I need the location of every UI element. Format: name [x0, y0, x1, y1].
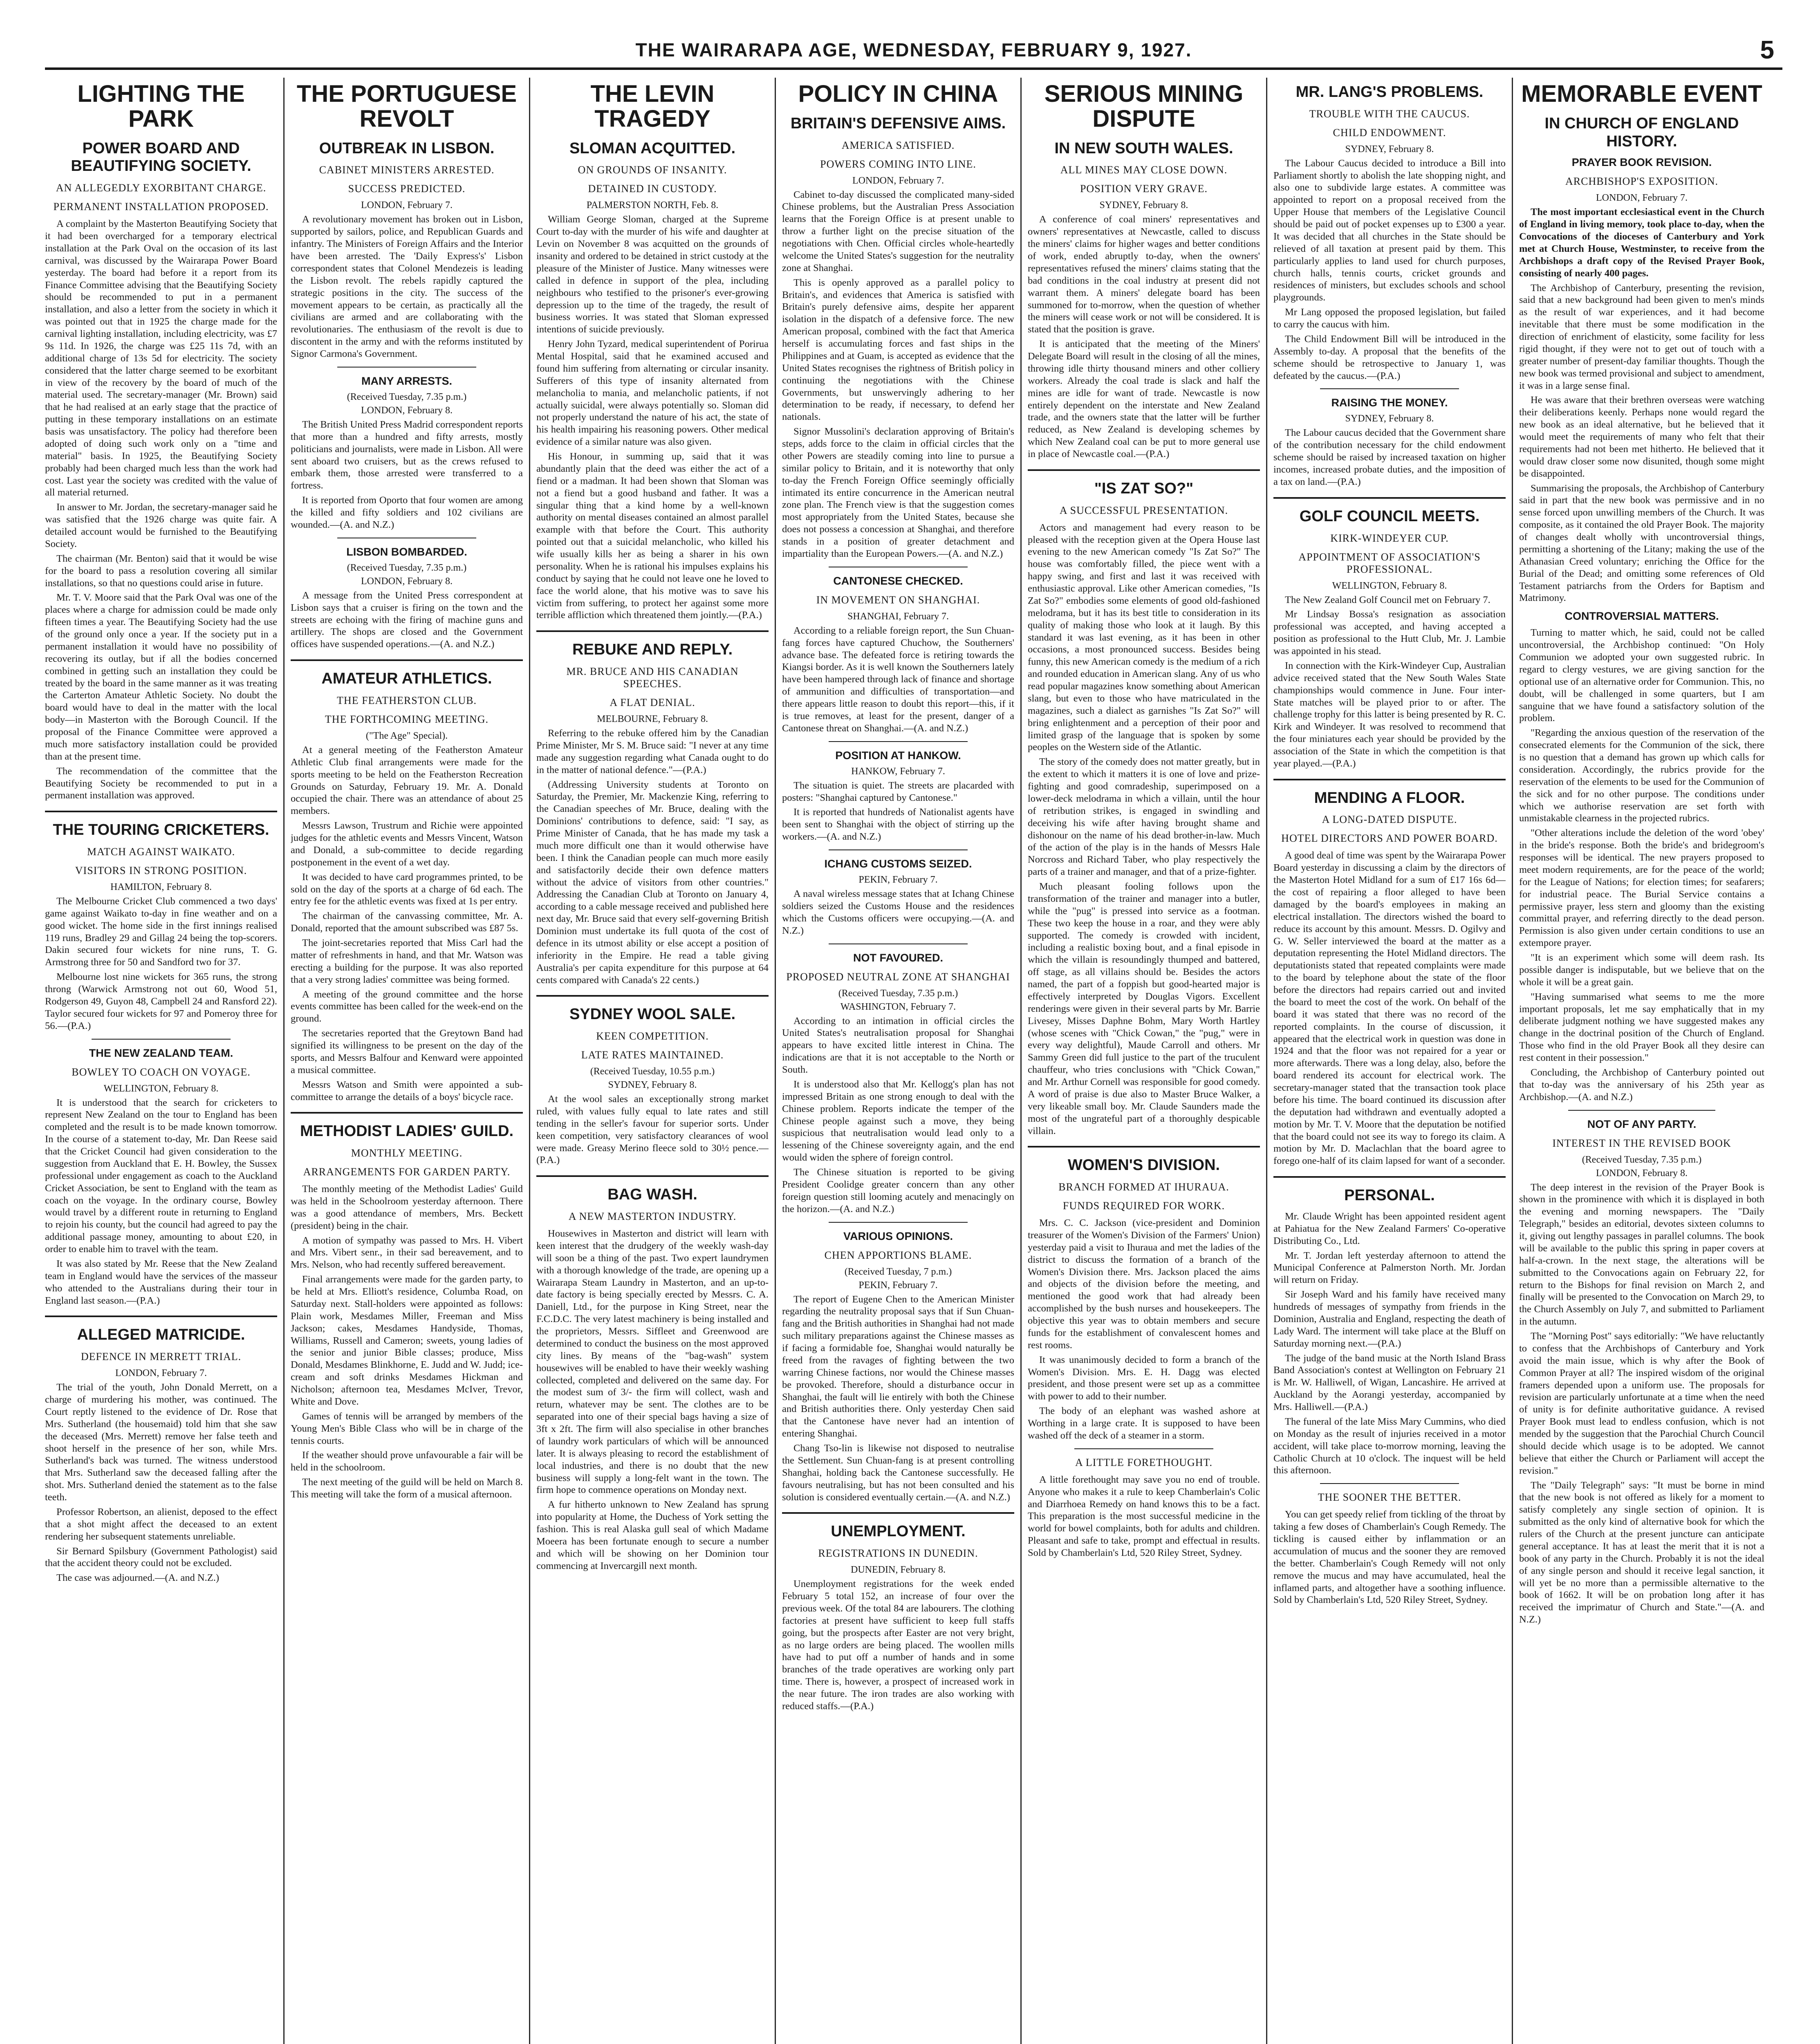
article-paragraph: "Regarding the anxious question of the reservation of the consecrated elements for the Communion of the sick, there is no question that a demand has grown up which calls for consideration. Accordingly, the rubrics provide for the reservation of the elements to be used for the Communion of the sick and for no other purpose. The conditions under which we authorise reservation are set forth with unmistakable clearness in the projected rubrics.	[1519, 727, 1764, 824]
article-subhead: BRITAIN'S DEFENSIVE AIMS.	[790, 114, 1006, 132]
dateline: WELLINGTON, February 8.	[1332, 580, 1447, 591]
article-section-head: ARCHBISHOP'S EXPOSITION.	[1565, 175, 1718, 188]
dateline: HAMILTON, February 8.	[110, 881, 212, 892]
received-time: (Received Tuesday, 7.35 p.m.)	[1582, 1154, 1702, 1165]
article-paragraph: The story of the comedy does not matter greatly, but in the extent to which it matters it is one of love and prize-fighting and good comradeship, superimposed on a lower-deck melodrama in which a villain, until the hour of retribution strikes, is engaged in swindling and deceiving his wife after having brought shame and dishonour on the name of his dead brother-in-law. Much of the action of the play is in the hands of Messrs Hale Norcross and Richard Taber, who play respectively the parts of a trainer and manager, and that of a prize-fighter.	[1028, 756, 1260, 878]
article-paragraph: A meeting of the ground committee and the horse events committee has been called for the week-end on the ground.	[291, 988, 523, 1024]
article-headline: NOT FAVOURED.	[853, 951, 943, 964]
dateline: SYDNEY, February 8.	[1345, 413, 1434, 424]
article-deck: PRAYER BOOK REVISION.	[1571, 156, 1712, 169]
article-section-head: A FLAT DENIAL.	[610, 697, 695, 709]
article-paragraph: According to a reliable foreign report, the Sun Chuan-fang forces have captured Chuchow, the Southerners' advance base. The defeated force is retiring towards the Kiangsi border. As it is well known the Southerners lately have been hampered through lack of finance and shortage of ammunition and difficulties of transportation—and there appears little reason to doubt this report—this, if it is true removes, at least for the present, danger of a Cantonese threat on Shanghai.—(A. and N.Z.)	[782, 625, 1014, 734]
article-headline: LISBON BOMBARDED.	[346, 545, 467, 558]
article-paragraph: Mr Lindsay Bossa's resignation as association professional was accepted, and having accepted a position as professional to the Hutt Club, Mr. J. Lambie was appointed in his stead.	[1273, 609, 1506, 657]
article-paragraph: It was also stated by Mr. Reese that the New Zealand team in England would have the services of the masseur who attended to the Australians during their tour in England last season.—(P.A.)	[45, 1258, 277, 1306]
article-paragraph: Sir Joseph Ward and his family have received many hundreds of messages of sympathy from friends in the Dominion, Australia and England, respecting the death of Lady Ward. The interment will take place at the Bluff on Saturday morning next.—(P.A.)	[1273, 1289, 1506, 1349]
article-section-head: POSITION VERY GRAVE.	[1080, 183, 1208, 195]
article-paragraph: Turning to matter which, he said, could not be called uncontroversial, the Archbishop continued: "On Holy Communion we adopted your own suggested rubric. In regard to clergy vestures, we are giving sanction for the optional use of an alternative order for Communion. This, no doubt, will be challenged in some quarters, but I am sanguine that we have found a satisfactory solution of the problem.	[1519, 627, 1764, 724]
article-paragraph: William George Sloman, charged at the Supreme Court to-day with the murder of his wife and daughter at Levin on November 8 was acquitted on the grounds of insanity and ordered to be detained in strict custody at the pleasure of the Minister of Justice. Many witnesses were called in defence in support of the plea, including neighbours who testified to the prisoner's ever-growing depression up to the time of the tragedy, the result of business worries. It was stated that Sloman expressed intentions of suicide previously.	[536, 214, 769, 335]
article-headline: AMATEUR ATHLETICS.	[321, 670, 492, 688]
dateline: LONDON, February 8.	[1596, 1168, 1688, 1179]
article-paragraph: The Archbishop of Canterbury, presenting the revision, said that a new background had been given to men's minds as the result of war experiences, and it had become inevitable that there must be some modification in the direction of enrichment of elasticity, some facility for less rigid thought, if they were not to get out of touch with a greater number of present-day familiar thoughts. Though the new book was termed provisional and subject to amendment, it was in a large sense final.	[1519, 282, 1764, 391]
article-paragraph: The "Daily Telegraph" says: "It must be borne in mind that the new book is not offered as likely for a moment to satisfy completely any single section of opinion. It is submitted as the only kind of alternative book for which the rulers of the Church at the present juncture can anticipate general acceptance. It has at least the merit that it is not a book of any party in the Church. Probably it is not the ideal of any single person and should it receive legal sanction, it will yet be no more than a permissible alternative to the book of 1662. It will be on probation long after it has received the imprimatur of Church and State."—(A. and N.Z.)	[1519, 1479, 1764, 1625]
article-divider	[337, 367, 477, 368]
article-paragraph: Professor Robertson, an alienist, deposed to the effect that a shot might affect the deceased to an extent rendering her subsequent statements unreliable.	[45, 1506, 277, 1542]
dateline: LONDON, February 7.	[1596, 193, 1688, 204]
column-6	[1273, 78, 1506, 2044]
dateline: LONDON, February 7.	[361, 200, 453, 211]
article-divider	[1028, 1146, 1260, 1148]
article-paragraph: It was decided to have card programmes printed, to be sold on the day of the sports at a charge of 6d each. The entry fee for the athletic events was fixed at 1s per entry.	[291, 871, 523, 907]
article-deck: AMERICA SATISFIED.	[841, 139, 955, 151]
article-paragraph: At the wool sales an exceptionally strong market ruled, with values fully equal to late rates and still tending in the seller's favour for superior sorts. Under keen competition, very satisfactory clearances of wool were made. Greasy Merino fleece sold to 30½ pence.—(P.A.)	[536, 1094, 769, 1166]
article-paragraph: (Addressing University students at Toronto on Saturday, the Premier, Mr. Mackenzie King, referring to the Canadian speeches of Mr. Bruce, dealing with the Dominions' contributions to defence, said: "I say, as Prime Minister of Canada, that he has made my task a much more difficult one than it would otherwise have been. I think the Canadian people can much more easily and satisfactorily decide their own defence matters without the advice of visitors from other countries." Addressing the Canadian Club at Toronto on January 4, according to a cable message received and published here next day, Mr. Bruce said that every self-governing British Dominion must undertake its full quota of the cost of defence in its utmost ability or else accept a position of inferiority in the Empire. He read a table giving Australia's per capita expenditure for this purpose at 64 cents compared with Canada's 22 cents.)	[536, 779, 769, 986]
article-section-head: CHILD ENDOWMENT.	[1333, 126, 1446, 139]
article-paragraph: Mrs. C. C. Jackson (vice-president and Dominion treasurer of the Women's Division of the Farmers' Union) yesterday paid a visit to Ihuraua and met the ladies of the district to discuss the formation of a branch of the Women's Division there. Mrs. Jackson placed the aims and objects of the division before the meeting, and mentioned the good work that had already been accomplished by the bush nurses and housekeepers. The objective this year was to obtain members and secure funds for the establishment of convalescent homes and rest rooms.	[1028, 1217, 1260, 1351]
article-deck: ALL MINES MAY CLOSE DOWN.	[1060, 164, 1228, 176]
article-paragraph: The Chinese situation is reported to be giving President Coolidge greater concern than any other foreign question still looming acutely and menacingly on the horizon.—(A. and N.Z.)	[782, 1167, 1014, 1215]
dateline: LONDON, February 8.	[361, 576, 453, 587]
article-deck: INTEREST IN THE REVISED BOOK	[1552, 1137, 1731, 1149]
article-divider	[92, 1039, 231, 1040]
article-divider	[1273, 497, 1506, 499]
article-divider	[1273, 1176, 1506, 1178]
article-deck: TROUBLE WITH THE CAUCUS.	[1309, 108, 1470, 120]
dateline: PEKIN, February 7.	[858, 874, 938, 885]
column-3	[536, 78, 769, 2044]
article-deck: KIRK-WINDEYER CUP.	[1330, 532, 1449, 544]
article-headline: "IS ZAT SO?"	[1094, 480, 1194, 497]
article-paragraph: Games of tennis will be arranged by members of the Young Men's Bible Class who will be in charge of the tennis courts.	[291, 1410, 523, 1446]
article-headline: REBUKE AND REPLY.	[572, 641, 733, 659]
dateline: SYDNEY, February 8.	[608, 1080, 697, 1091]
article-paragraph: Mr. Claude Wright has been appointed resident agent at Pahiatua for the New Zealand Farmers' Co-operative Distributing Co., Ltd.	[1273, 1210, 1506, 1246]
article-paragraph: The next meeting of the guild will be held on March 8. This meeting will take the form of a musical afternoon.	[291, 1477, 523, 1500]
article-paragraph: Mr. T. Jordan left yesterday afternoon to attend the Municipal Conference at Palmerston North. Mr. Jordan will return on Friday.	[1273, 1250, 1506, 1286]
column-5	[1028, 78, 1260, 2044]
article-divider	[1273, 779, 1506, 780]
article-paragraph: The Labour caucus decided that the Government share of the contribution necessary for the child endowment scheme should be raised by increased taxation on higher incomes, increased probate duties, and the imposition of a tax on land.—(P.A.)	[1273, 427, 1506, 487]
article-paragraph: Unemployment registrations for the week ended February 5 total 152, an increase of four over the previous week. Of the total 84 are labourers. The clothing factories at present have sufficient to keep full staffs going, but the prospects after Easter are not very bright, as no large orders are being placed. The woollen mills have had to put off a number of hands and in some branches of the trade operatives are working only part time. There is, however, a prospect of increased work in the near future. The iron trades are also working with reduced staffs.—(P.A.)	[782, 1578, 1014, 1712]
article-paragraph: It was unanimously decided to form a branch of the Women's Division. Mrs. E. H. Dagg was elected president, and those present were set up as a committee with power to add to their number.	[1028, 1354, 1260, 1402]
article-section-head: DETAINED IN CUSTODY.	[588, 183, 717, 195]
article-headline: CANTONESE CHECKED.	[833, 574, 963, 587]
article-paragraph: Actors and management had every reason to be pleased with the reception given at the Opera House last evening to the new American comedy "Is Zat So?" The house was comfortably filled, the piece went with a happy swing, and first and last it was received with enthusiastic approval. Like other American comedies, "Is Zat So?" embodies some elements of good old-fashioned melodrama, but it has its best title to consideration in its quality of making those who look at it laugh. By this standard it was last evening, as it has been in other occasions, a most pronounced success. Besides being funny, this new American comedy is the medium of a rich and rounded education in American slang. Any of us who read popular magazines know something about American slang, but even to those who have matriculated in the magazines, such a dialect as garnishes "Is Zat So?" will bring enlightenment and a perception of their poor and limited grasp of the language that is spoken by some peoples on the Western side of the Atlantic.	[1028, 522, 1260, 753]
article-paragraph: It is anticipated that the meeting of the Miners' Delegate Board will result in the closing of all the mines, throwing idle thirty thousand miners and other colliery workers. Already the coal trade is slack and half the mines are idle for want of trade. Newcastle is now entirely dependent on the interstate and New Zealand trade, and the owners state that the latter will be further reduced, as New Zealand is developing schemes by which New Zealand coal can be put to more general use in place of Newcastle coal.—(P.A.)	[1028, 338, 1260, 460]
dateline: MELBOURNE, February 8.	[597, 714, 708, 725]
article-paragraph: The funeral of the late Miss Mary Cummins, who died on Monday as the result of injuries received in a motor accident, will take place to-morrow morning, leaving the Catholic Church at 10 o'clock. The inquest will be held this afternoon.	[1273, 1416, 1506, 1476]
article-headline: ICHANG CUSTOMS SEIZED.	[824, 858, 972, 870]
article-paragraph: The trial of the youth, John Donald Merrett, on a charge of murdering his mother, was continued. The Court reptly listened to the evidence of Dr. Rose that Mrs. Sutherland (the housemaid) told him that she saw the deceased (Mrs. Merrett) remove her false teeth and shoot herself in the presence of her son, while Mrs. Sutherland's back was turned. The witness understood that Mrs. Sutherland saw the deceased falling after the shot. Mrs. Sutherland denied the statement as to the false teeth.	[45, 1382, 277, 1503]
article-paragraph: The chairman of the canvassing committee, Mr. A. Donald, reported that the amount subscribed was £87 5s.	[291, 910, 523, 934]
article-paragraph: The most important ecclesiastical event in the Church of England in living memory, took place to-day, when the Convocations of the dioceses of Canterbury and York met at Church House, Westminster, to receive from the Archbishops a draft copy of the Revised Prayer Book, consisting of nearly 400 pages.	[1519, 206, 1764, 279]
article-paragraph: It is reported from Oporto that four women are among the killed and fifty soldiers and 102 civilians are wounded.—(A. and N.Z.)	[291, 495, 523, 530]
masthead-title: THE WAIRARAPA AGE, WEDNESDAY, FEBRUARY 9, 1927.	[635, 39, 1192, 61]
article-paragraph: Messrs Watson and Smith were appointed a sub-committee to arrange the details of a boys' bicycle race.	[291, 1079, 523, 1103]
article-paragraph: "It is an experiment which some will deem rash. Its possible danger is indisputable, but we believe that on the whole it will be a great gain.	[1519, 952, 1764, 988]
article-headline: MEMORABLE EVENT	[1521, 81, 1762, 107]
article-headline: PERSONAL.	[1344, 1187, 1435, 1204]
article-paragraph: It is understood also that Mr. Kellogg's plan has not impressed Britain as one strong enough to deal with the Chinese problem. Reports indicate the temper of the Chinese people against such a move, they being suspicious that neutralisation would lead only to a lessening of the Chinese sovereignty again, and the end would widen the sphere of foreign control.	[782, 1078, 1014, 1163]
article-section-head: VISITORS IN STRONG POSITION.	[75, 864, 247, 876]
article-deck: MATCH AGAINST WAIKATO.	[87, 845, 235, 858]
article-paragraph: Melbourne lost nine wickets for 365 runs, the strong throng (Warwick Armstrong not out 60, Wood 51, Rodgerson 49, Guyon 48, Campbell 24 and Ransford 22). Taylor secured four wickets for 97 and Pomeroy three for 56.—(P.A.)	[45, 971, 277, 1031]
article-paragraph: Cabinet to-day discussed the complicated many-sided Chinese problems, but the Australian Press Association learns that the Foreign Office is at present unable to throw a further light on the precise situation of the negotiations with Chen. Official circles whole-heartedly welcome the United States's suggestion for the neutrality zone at Shanghai.	[782, 189, 1014, 273]
article-paragraph: The secretaries reported that the Greytown Band had signified its willingness to be present on the day of the sports, and Messrs Balfour and Kenward were appointed a musical committee.	[291, 1028, 523, 1076]
article-section-head: ARRANGEMENTS FOR GARDEN PARTY.	[303, 1166, 511, 1178]
article-paragraph: A good deal of time was spent by the Wairarapa Power Board yesterday in discussing a claim by the directors of the Masterton Hotel Midland for a sum of £17 16s 6d—the cost of repairing a floor alleged to have been damaged by the board's employees in making an electrical installation. The directors wished the board to reduce its account by this amount. Messrs. D. Ogilvy and G. W. Seller interviewed the board at the matter as a deputation representing the Hotel Midland directors. The deputationists stated that repeated complaints were made to the board by telephone about the state of the floor before the directors had repairs carried out and invited the board to meet the cost of the work. On behalf of the board it was stated that there was no record of the reported complaints. In the course of discussion, it appeared that the electrical work in question was done in 1924 and that the floor was not repaired for a year or more afterwards. There was a long delay, also, before the board rendered its account for electrical work. The secretary-manager stated that the transaction took place before his time. The board continued its discussion after the deputation had withdrawn and eventually adopted a motion by Mr. T. V. Moore that the deputation be notified that the board could not see its way to forego its claim. A motion by Mr. D. Maclachlan that the board agree to forego one-half of its claim lapsed for want of a seconder.	[1273, 850, 1506, 1167]
article-paragraph: Concluding, the Archbishop of Canterbury pointed out that to-day was the anniversary of his 25th year as Archbishop.—(A. and N.Z.)	[1519, 1067, 1764, 1103]
article-headline: BAG WASH.	[607, 1186, 697, 1204]
article-divider	[45, 811, 277, 812]
article-subhead: IN CHURCH OF ENGLAND HISTORY.	[1544, 114, 1739, 150]
article-deck: ON GROUNDS OF INSANITY.	[578, 164, 727, 176]
column-rule	[529, 78, 530, 2044]
article-paragraph: At a general meeting of the Featherston Amateur Athletic Club final arrangements were made for the sports meeting to be held on the Featherston Recreation Grounds on Saturday, February 19. Mr. A. Donald occupied the chair. There was an attendance of about 25 members.	[291, 744, 523, 817]
article-paragraph: The deep interest in the revision of the Prayer Book is shown in the prominence with which it is displayed in both the evening and morning newspapers. The "Daily Telegraph," besides an editorial, devotes sixteen columns to it, giving out lengthy passages in parallel columns. The book will be available to the public this spring in paper covers at half-a-crown. In the next stage, the alterations will be submitted to the Convocations again on February 22, for return to the Bishops for final revision on March 2, and finally will be presented to the Convocation on March 29, to the Church Assembly on July 7, and submitted to Parliament in the autumn.	[1519, 1181, 1764, 1327]
column-7	[1519, 78, 1764, 2044]
article-divider	[291, 1112, 523, 1114]
article-note: ("The Age" Special).	[365, 730, 448, 741]
article-headline: MANY ARRESTS.	[361, 374, 453, 387]
article-paragraph: According to an intimation in official circles the United States's neutralisation proposal for Shanghai appears to have excited little interest in China. The indications are that it is not acceptable to the North or South.	[782, 1015, 1014, 1076]
article-section-head: LATE RATES MAINTAINED.	[581, 1049, 724, 1061]
column-rule	[775, 78, 776, 2044]
column-4	[782, 78, 1014, 2044]
article-headline: VARIOUS OPINIONS.	[843, 1230, 953, 1242]
article-headline: THE LEVIN TRAGEDY	[590, 81, 715, 132]
article-divider	[536, 995, 769, 997]
article-paragraph: Signor Mussolini's declaration approving of Britain's steps, adds force to the claim in official circles that the other Powers are steadily coming into line to pursue a similar policy to Britain, and it is noteworthy that only to-day the French Foreign Office seemingly officially intimated its entire concurrence in the American neutral zone plan. The French view is that the suggestion comes most appropriately from the United States, because she does not possess a concession at Shanghai, and therefore stands in a position of greater detachment and impartiality than the European Powers.—(A. and N.Z.)	[782, 426, 1014, 559]
article-divider	[1028, 469, 1260, 471]
article-section-head: CONTROVERSIAL MATTERS.	[1564, 610, 1719, 623]
article-headline: MR. LANG'S PROBLEMS.	[1296, 83, 1484, 101]
article-divider	[536, 1175, 769, 1177]
article-paragraph: His Honour, in summing up, said that it was abundantly plain that the deed was either the act of a fiend or a madman. It had been shown that Sloman was not a fiend but a good husband and father. It was a singular thing that a kind home by a well-known authority on mental diseases contained an almost parallel example with that before the Court. This authority pointed out that a suicidal melancholic, who killed his wife usually kills her as being a sharer in his own personality. When he is rational his impulses explains his conduct by saying that he could not leave one he loved to face the world alone, that his motive was to save his victim from suffering, to protect her against some more terrible affliction which threatened them jointly.—(P.A.)	[536, 451, 769, 621]
article-deck: BOWLEY TO COACH ON VOYAGE.	[72, 1066, 251, 1078]
page-number: 5	[1760, 36, 1774, 64]
article-headline: THE NEW ZEALAND TEAM.	[89, 1047, 233, 1059]
article-section-head: FUNDS REQUIRED FOR WORK.	[1062, 1200, 1225, 1212]
article-headline: GOLF COUNCIL MEETS.	[1299, 507, 1480, 525]
article-deck: KEEN COMPETITION.	[596, 1030, 709, 1042]
article-headline: LIGHTING THE PARK	[77, 81, 245, 132]
article-paragraph: The body of an elephant was washed ashore at Worthing in a large crate. It is supposed to have been washed off the deck of a steamer in a storm.	[1028, 1405, 1260, 1441]
received-time: (Received Tuesday, 7.35 p.m.)	[347, 391, 467, 402]
article-divider	[829, 1222, 968, 1223]
article-deck: IN MOVEMENT ON SHANGHAI.	[816, 594, 980, 606]
article-section-head: THE FORTHCOMING MEETING.	[325, 713, 489, 725]
dateline: LONDON, February 7.	[852, 175, 944, 186]
dateline: SYDNEY, February 8.	[1345, 143, 1434, 155]
article-divider	[1074, 1448, 1214, 1449]
article-paragraph: If the weather should prove unfavourable a fair will be held in the schoolroom.	[291, 1450, 523, 1473]
article-section-head: HOTEL DIRECTORS AND POWER BOARD.	[1281, 832, 1498, 845]
article-headline: UNEMPLOYMENT.	[831, 1523, 966, 1540]
dateline: PEKIN, February 7.	[858, 1280, 938, 1291]
article-paragraph: Final arrangements were made for the garden party, to be held at Mrs. Elliott's residence, Columba Road, on Saturday next. Stall-holders were appointed as follows: Plain work, Mesdames Miller, Freeman and Miss Jackson; cakes, Mesdames Handyside, Thomas, Williams, Russell and Cameron; sweets, young ladies of the senior and junior Bible classes; produce, Miss Donald, Mesdames Blinkhorne, E. Judd and W. Judd; ice-cream and soft drinks Mesdames Hickman and Nicholson; afternoon tea, Mesdames McIver, Trevor, White and Dove.	[291, 1274, 523, 1407]
article-paragraph: Messrs Lawson, Trustrum and Richie were appointed judges for the athletic events and Messrs Vincent, Watson and Donald, a sub-committee to decide regarding postponement in the event of a wet day.	[291, 820, 523, 868]
article-divider	[1568, 1110, 1715, 1111]
article-paragraph: The British United Press Madrid correspondent reports that more than a hundred and fifty arrests, mostly politicians and journalists, were made in Lisbon. All were sent aboard two cruisers, but as the crews refused to embark them, those arrested were transferred to a fortress.	[291, 419, 523, 491]
article-headline: NOT OF ANY PARTY.	[1587, 1118, 1697, 1130]
article-divider	[45, 1316, 277, 1317]
article-paragraph: The monthly meeting of the Methodist Ladies' Guild was held in the Schoolroom yesterday afternoon. There was a good attendance of members, Mrs. Beckett (president) being in the chair.	[291, 1183, 523, 1231]
article-section-head: PERMANENT INSTALLATION PROPOSED.	[53, 201, 269, 213]
received-time: (Received Tuesday, 10.55 p.m.)	[590, 1066, 715, 1077]
dateline: HANKOW, February 7.	[851, 766, 945, 777]
article-paragraph: The judge of the band music at the North Island Brass Band Association's contest at Wellington on February 21 is Mr. W. Halliwell, of Wigan, Lancashire. He arrived at Auckland by the Aorangi yesterday, accompanied by Mrs. Halliwell.—(P.A.)	[1273, 1352, 1506, 1412]
article-deck: PROPOSED NEUTRAL ZONE AT SHANGHAI	[786, 970, 1010, 983]
column-rule	[1020, 78, 1022, 2044]
article-divider	[1320, 388, 1459, 389]
article-headline: THE TOURING CRICKETERS.	[53, 821, 269, 839]
received-time: (Received Tuesday, 7 p.m.)	[844, 1266, 952, 1277]
article-deck: CABINET MINISTERS ARRESTED.	[319, 164, 495, 176]
dateline: DUNEDIN, February 8.	[851, 1564, 946, 1576]
article-paragraph: Chang Tso-lin is likewise not disposed to neutralise the Settlement. Sun Chuan-fang is at present controlling Shanghai, holding back the Cantonese successfully. He favours neutralising, but has not been consulted and his solution is considered eventually certain.—(A. and N.Z.)	[782, 1443, 1014, 1503]
article-deck: A LONG-DATED DISPUTE.	[1322, 814, 1457, 826]
article-paragraph: The Labour Caucus decided to introduce a Bill into Parliament shortly to abolish the late shopping night, and also one to subdivide large estates. A committee was appointed to report on a proposal received from the Upper House that members of the Legislative Council should be paid out of pocket expenses up to £300 a year. It was decided that all churches in the State should be relieved of all taxation at present paid by them. This particularly applies to land used for church purposes, church halls, tennis courts, cricket grounds and residences of ministers, but excludes schools and school playgrounds.	[1273, 157, 1506, 303]
dateline: SHANGHAI, February 7.	[847, 611, 949, 622]
dateline: PALMERSTON NORTH, Feb. 8.	[586, 200, 719, 211]
article-headline: POSITION AT HANKOW.	[835, 749, 961, 762]
article-paragraph: The chairman (Mr. Benton) said that it would be wise for the board to pass a resolution covering all similar installations, so that no questions could arise in future.	[45, 553, 277, 589]
article-headline: ALLEGED MATRICIDE.	[77, 1326, 245, 1344]
article-paragraph: Much pleasant fooling follows upon the transformation of the trainer and manager into a butler, while the "pug" is pressed into service as a footman. These two keep the house in a roar, and they were ably supported. The comedy is crowded with incident, including a realistic boxing bout, and a final episode in which the villain is resoundingly thumped and battered, off stage, as all villains should be. Besides the actors named, the part of a foppish but good-hearted major is effectively interpreted by Douglas Vigors. Excellent renderings were given in their several parts by Mr. Barrie Livesey, Misses Daphne Bohm, Mary Worth Hartley (whose scenes with "Chick Cowan," the "pug," were in every way delightful), Maude Carroll and others. Mr Sammy Green did full justice to the part of the truculent chauffeur, who tries conclusions with "Chick Cowan," and Mr. Arthur Cornell was responsible for good comedy. A word of praise is due also to Master Bruce Walker, a very likeable small boy. Mr. Claude Saunders made the most of the ungrateful part of a thoroughly despicable villain.	[1028, 881, 1260, 1136]
article-paragraph: Henry John Tyzard, medical superintendent of Porirua Mental Hospital, said that he examined accused and found him suffering from alternating or circular insanity. Sufferers of this type of insanity alternated from melancholia to mania, and melancholic patients, if not actually suicidal, were always potentially so. Sloman did not properly understand the nature of his act, the state of his health impairing his reasoning powers. Other medical evidence of a similar nature was also given.	[536, 338, 769, 448]
dateline: LONDON, February 8.	[361, 405, 453, 416]
article-subhead: IN NEW SOUTH WALES.	[1054, 139, 1233, 157]
article-paragraph: It is understood that the search for cricketers to represent New Zealand on the tour to England has been completed and the result is to be made known tomorrow. In the course of a statement to-day, Mr. Dan Reese said that the Cricket Council had given consideration to the suggestion from Auckland that E. H. Bowley, the Sussex professional under engagement as coach to the Auckland Cricket Association, be sent to England with the team as coach on the voyage. In the ordinary course, Bowley would travel by a different route in returning to England to rejoin his county, but the council had agreed to pay the additional passage money, amounting to about £20, in order to enable him to travel with the team.	[45, 1097, 277, 1255]
article-headline: MENDING A FLOOR.	[1314, 789, 1465, 807]
article-divider	[829, 849, 968, 850]
article-headline: SERIOUS MINING DISPUTE	[1044, 81, 1244, 132]
article-subhead: SLOMAN ACQUITTED.	[569, 139, 735, 157]
article-paragraph: Sir Bernard Spilsbury (Government Pathologist) said that the accident theory could not be excluded.	[45, 1545, 277, 1569]
article-paragraph: A fur hitherto unknown to New Zealand has sprung into popularity at Home, the Duchess of York setting the fashion. This is real Alaska gull seal of which Madame Moeera has been fortunate enough to secure a number and which will be showing on her Dominion tour commencing at Invercargill next month.	[536, 1499, 769, 1571]
article-headline: THE SOONER THE BETTER.	[1318, 1491, 1461, 1504]
masthead	[45, 36, 1782, 70]
article-deck: DEFENCE IN MERRETT TRIAL.	[81, 1351, 242, 1363]
article-headline: A LITTLE FORETHOUGHT.	[1075, 1456, 1213, 1468]
article-paragraph: Mr Lang opposed the proposed legislation, but failed to carry the caucus with him.	[1273, 307, 1506, 330]
article-divider	[536, 630, 769, 632]
article-paragraph: In connection with the Kirk-Windeyer Cup, Australian advice received stated that the New South Wales State championships would commence in June. Four inter-State matches will be played prior to or after. The challenge trophy for this latter is being presented by R. C. Kirk and Windeyer. It was resolved to recommend that the four miniatures each year should be provided by the association of the State in which the competition is that year played.—(P.A.)	[1273, 660, 1506, 769]
article-headline: SYDNEY WOOL SALE.	[569, 1006, 736, 1023]
article-headline: WOMEN'S DIVISION.	[1067, 1156, 1220, 1174]
received-time: (Received Tuesday, 7.35 p.m.)	[838, 988, 958, 999]
article-paragraph: The situation is quiet. The streets are placarded with posters: "Shanghai captured by Cantonese."	[782, 780, 1014, 803]
article-deck: MR. BRUCE AND HIS CANADIAN SPEECHES.	[566, 666, 739, 690]
article-section-head: APPOINTMENT OF ASSOCIATION'S PROFESSIONAL.	[1298, 551, 1481, 575]
dateline: LONDON, February 7.	[115, 1368, 207, 1379]
dateline: WELLINGTON, February 8.	[103, 1083, 219, 1094]
article-paragraph: The Melbourne Cricket Club commenced a two days' game against Waikato to-day in fine weather and on a good wicket. The home side in the first innings realised 119 runs, Bradley 29 and Gillag 24 being the top-scorers. Dakin secured four wickets for nine runs, T. G. Armstrong three for 50 and Sandford two for 37.	[45, 895, 277, 968]
article-paragraph: The Child Endowment Bill will be introduced in the Assembly to-day. A proposal that the benefits of the scheme should be retrospective to January 1, was defeated by the caucus.—(P.A.)	[1273, 333, 1506, 381]
article-headline: POLICY IN CHINA	[798, 81, 998, 107]
dateline: WASHINGTON, February 7.	[840, 1001, 956, 1012]
article-paragraph: The joint-secretaries reported that Miss Carl had the matter of refreshments in hand, and that Mr. Watson was erecting a building for the purpose. It was also reported that a very strong ladies' committee was being formed.	[291, 937, 523, 985]
article-paragraph: The case was adjourned.—(A. and N.Z.)	[56, 1572, 219, 1584]
article-deck: A NEW MASTERTON INDUSTRY.	[568, 1210, 737, 1223]
article-divider	[829, 741, 968, 742]
column-1	[45, 78, 277, 2044]
article-headline: METHODIST LADIES' GUILD.	[300, 1123, 514, 1140]
column-2	[291, 78, 523, 2044]
article-deck: CHEN APPORTIONS BLAME.	[824, 1249, 972, 1261]
column-rule	[1512, 78, 1513, 2044]
article-paragraph: "Having summarised what seems to me the more important proposals, let me say emphatically that in my deliberate judgment nothing we have suggested makes any change in the doctrinal position of the Church of England. Those who find in the old Prayer Book all they desire can rest content in their possession."	[1519, 991, 1764, 1064]
article-subhead: OUTBREAK IN LISBON.	[319, 139, 495, 157]
article-paragraph: A revolutionary movement has broken out in Lisbon, supported by sailors, police, and Republican Guards and infantry. The Ministers of Foreign Affairs and the Interior have been arrested. The 'Daily Express's' Lisbon correspondent states that Colonel Mendezeis is leading the Lisbon revolt. The rebels rapidly captured the strategic positions in the city. The success of the movement appears to be certain, as practically all the civilians are armed and are collaborating with the revolutionaries. The enthusiasm of the revolt is due to discontent in the army and with the reforms instituted by Signor Carmona's Government.	[291, 214, 523, 360]
article-paragraph: A message from the United Press correspondent at Lisbon says that a cruiser is firing on the town and the streets are echoing with the firing of machine guns and artillery. The shops are closed and the Government offices have suspended operations.—(A. and N.Z.)	[291, 589, 523, 650]
article-headline: RAISING THE MONEY.	[1331, 397, 1448, 409]
article-deck: REGISTRATIONS IN DUNEDIN.	[818, 1547, 978, 1560]
article-paragraph: In answer to Mr. Jordan, the secretary-manager said he was satisfied that the 1926 charge was quite fair. A detailed account would be furnished to the Beautifying Society.	[45, 502, 277, 549]
article-paragraph: A motion of sympathy was passed to Mrs. H. Vibert and Mrs. Vibert senr., in their sad bereavement, and to Mrs. Nelson, who had recently suffered bereavement.	[291, 1235, 523, 1271]
article-divider	[782, 1512, 1014, 1514]
article-paragraph: A conference of coal miners' representatives and owners' representatives at Newcastle, called to discuss the miners' claims for higher wages and better conditions of work, ended abruptly to-day, when the owners' representatives refused the miners' claims stating that the bad conditions in the coal industry at present did not warrant them. A miners' delegate board has been summoned for to-morrow, when the question of whether the miners will cease work or not will be considered. It is stated that the position is grave.	[1028, 214, 1260, 335]
article-paragraph: The recommendation of the committee that the Beautifying Society be recommended to put in a permanent installation was approved.	[45, 765, 277, 801]
article-subhead: POWER BOARD AND BEAUTIFYING SOCIETY.	[71, 139, 251, 175]
column-rule	[1266, 78, 1267, 2044]
article-paragraph: The "Morning Post" says editorially: "We have reluctantly to confess that the Archbishops of Canterbury and York avoid the main issue, which is why after the Book of Common Prayer at all? The inspired wisdom of the original framers depended upon a uniform use. The proposals for revision are particularly unfortunate at a time when the need of unity is for definite authoritative guidance. A revised Prayer Book must lead to endless confusion, which is not mended by the suggestion that the Parochial Church Council should decide which usage is to be adopted. We cannot believe that either the Church or Parliament will accept the revision."	[1519, 1331, 1764, 1476]
article-deck: THE FEATHERSTON CLUB.	[337, 694, 477, 706]
article-paragraph: Referring to the rebuke offered him by the Canadian Prime Minister, Mr S. M. Bruce said: "I never at any time made any suggestion regarding what Canada ought to do in the matter of national defence."—(P.A.)	[536, 728, 769, 775]
article-section-head: POWERS COMING INTO LINE.	[820, 158, 976, 170]
column-rule	[283, 78, 285, 2044]
received-time: (Received Tuesday, 7.35 p.m.)	[347, 562, 467, 573]
article-headline: THE PORTUGUESE REVOLT	[296, 81, 517, 132]
dateline: SYDNEY, February 8.	[1099, 200, 1188, 211]
article-paragraph: He was aware that their brethren overseas were watching their deliberations keenly. Perhaps none would regard the new book as an ideal alternative, but he believed that it would meet the requirements of many who felt that their requirements had not been met hitherto. He believed that it would draw closer some now disunited, though some might be disappointed.	[1519, 394, 1764, 479]
article-paragraph: A little forethought may save you no end of trouble. Anyone who makes it a rule to keep Chamberlain's Colic and Diarrhoea Remedy on hand knows this to be a fact. This preparation is the most successful medicine in the world for bowel complaints, both for adults and children. Pleasant and safe to take, prompt and effectual in results. Sold by Chamberlain's Ltd, 520 Riley Street, Sydney.	[1028, 1474, 1260, 1559]
article-paragraph: This is openly approved as a parallel policy to Britain's, and evidences that America is satisfied with Britain's purely defensive aims, despite her apparent isolation in the dispatch of a defensive force. The new American proposal, combined with the fact that America herself is accumulating forces and fast ships in the Philippines and at Guam, is accepted as evidence that the United States recognises the rightness of British policy in continuing the negotiations with the Chinese Governments, but unswervingly adhering to her determination to be ready, if necessary, to defend her nationals.	[782, 277, 1014, 423]
article-paragraph: The report of Eugene Chen to the American Minister regarding the neutrality proposal says that if Sun Chuan-fang and the British authorities in Shanghai had not made such military preparations against the Chinese masses as if facing a formidable foe, Shanghai would naturally be freed from the ravages of fighting between the two warring Chinese factions, nor would the Chinese masses be provoked. Therefore, should a disturbance occur in Shanghai, the fault will lie entirely with both the Chinese and British authorities there. Only yesterday Chen said that the Cantonese have never had an intention of entering Shanghai.	[782, 1293, 1014, 1439]
article-divider	[1320, 1483, 1459, 1484]
article-section-head: SUCCESS PREDICTED.	[348, 183, 466, 195]
article-paragraph: The New Zealand Golf Council met on February 7.	[1285, 594, 1491, 605]
article-paragraph: A naval wireless message states that at Ichang Chinese soldiers seized the Customs House and the residences which the Customs officers were occupying.—(A. and N.Z.)	[782, 888, 1014, 936]
article-deck: BRANCH FORMED AT IHURAUA.	[1058, 1181, 1229, 1193]
article-paragraph: It is reported that hundreds of Nationalist agents have been sent to Shanghai with the object of stirring up the workers.—(A. and N.Z.)	[782, 807, 1014, 843]
article-deck: MONTHLY MEETING.	[351, 1147, 463, 1159]
article-paragraph: You can get speedy relief from tickling of the throat by taking a few doses of Chamberlain's Cough Remedy. The tickling is caused either by inflammation or an accumulation of mucus and the sooner they are removed the better. Chamberlain's Cough Remedy will not only remove the mucus and may have accumulated, heal the inflamed parts, and altogether have a soothing influence. Sold by Chamberlain's Ltd, 520 Riley Street, Sydney.	[1273, 1509, 1506, 1606]
article-divider	[291, 659, 523, 661]
article-deck: AN ALLEGEDLY EXORBITANT CHARGE.	[56, 182, 267, 194]
article-paragraph: Summarising the proposals, the Archbishop of Canterbury said in part that the new book was permissive and in no sense forced upon unwilling members of the Church. It was composite, as it contained the old Prayer Book. The majority of changes dealt wholly with uncontroversial things, permitting a shortening of the Litany; making the use of the Athanasian Creed voluntary; enriching the Office for the Burial of the Dead; and omitting some references of Old Testament patriarchs from the Orders for Baptism and Matrimony.	[1519, 482, 1764, 604]
article-paragraph: Mr. T. V. Moore said that the Park Oval was one of the places where a charge for admission could be made only fifteen times a year. The Beautifying Society had the use of the ground only once a year. If the society put in a permanent installation it would have no possibility of recovering its outlay, but if all the bodies concerned combined in getting such an installation they could be treated by the board in the same manner as it was treating the Carterton Amateur Athletic Society. No doubt the board would have to deal in the matter with the local body—in Masterton with the Borough Council. If the proposal of the Finance Committee were approved a much more satisfactory installation could be provided than at the present time.	[45, 592, 277, 762]
article-paragraph: A complaint by the Masterton Beautifying Society that it had been overcharged for a temporary electrical installation at the Park Oval on the occasion of its last carnival, was discussed by the Wairarapa Power Board yesterday. The board had before it a report from its Finance Committee advising that the Beautifying Society should be recommended to put in a permanent installation, and also a letter from the society in which it was pointed out that in 1925 the charge made for the carnival lighting installation, including electricity, was £7 9s 11d. In 1926, the charge was £25 11s 7d, with an additional charge of 13s 5d for electricity. The society considered that the latter charge seemed to be exorbitant in view of the recovery by the board of much of the material used. The secretary-manager (Mr. Brown) said that he had realised at an early stage that the practice of putting in these temporary installations on an estimate basis was unsatisfactory. The policy had therefore been adopted of doing such work only on a "time and material" basis. In 1925, the Beautifying Society probably had been charged much less than the work had cost. Last year the society was credited with the value of all material returned.	[45, 218, 277, 498]
article-paragraph: "Other alterations include the deletion of the word 'obey' in the bride's response. Both the bride's and bridegroom's responses will be identical. The new prayers proposed to meet modern requirements, are for the peace of the world; for the League of Nations; for election times; for seafarers; for industrial peace. The Burial Service contains a permissive prayer, less stern and gloomy than the existing committal prayer, and referring directly to the dead person. Permission is also given under certain conditions to use an extempore prayer.	[1519, 827, 1764, 949]
article-paragraph: Housewives in Masterton and district will learn with keen interest that the drudgery of the weekly wash-day will soon be a thing of the past. Two expert laundrymen with a thorough knowledge of the trade, are opening up a Wairarapa Steam Laundry in Masterton, and an up-to-date factory is being specially erected by Messrs. C. A. Daniell, Ltd., for the purpose in King Street, near the F.C.D.C. The very latest machinery is being installed and the proprietors, Messrs. Siffleet and Greenwood are determined to conduct the business on the most approved city lines. By means of the "bag-wash" system housewives will be enabled to have their weekly washing collected, completed and delivered on the same day. For the modest sum of 3/- the firm will collect, wash and return, whatever may be sent. The clothes are to be separated into one of their special bags having a size of 3ft x 2ft. The firm will also specialise in other branches of laundry work particulars of which will be announced later. It is always pleasing to record the establishment of local industries, and there is no doubt that the new business will supply a long-felt want in the town. The firm hope to commence operations on Monday next.	[536, 1228, 769, 1496]
article-deck: A SUCCESSFUL PRESENTATION.	[1059, 504, 1228, 516]
